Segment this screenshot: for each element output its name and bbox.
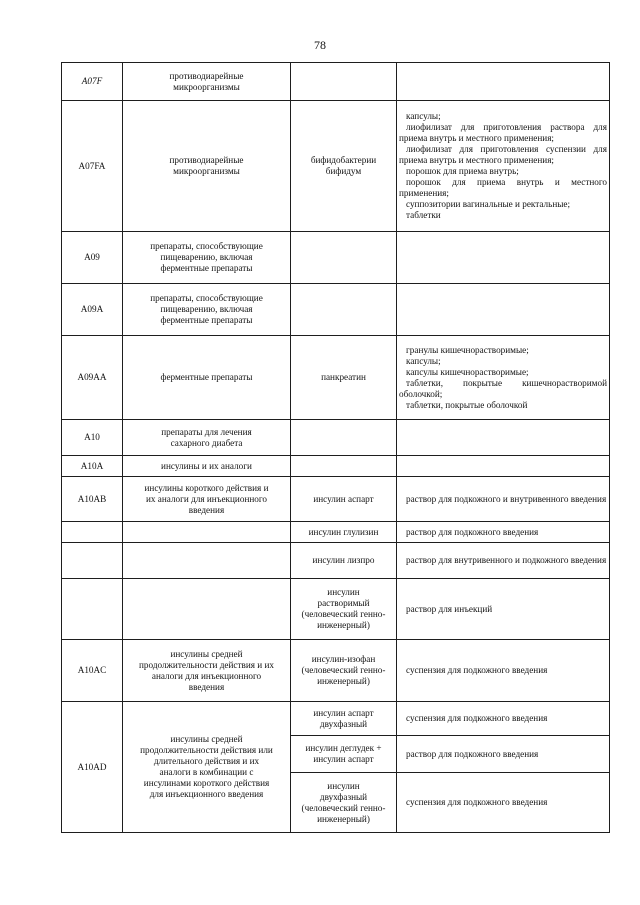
substance: [291, 420, 397, 456]
atc-code: [62, 579, 123, 640]
substance: инсулин двухфазный (человеческий генно- инженерный): [291, 773, 397, 833]
atc-group: [123, 579, 291, 640]
atc-code: A10: [62, 420, 123, 456]
table-row: [62, 477, 610, 522]
table-row: [62, 63, 610, 101]
atc-group: [123, 522, 291, 543]
atc-code: A07FA: [62, 101, 123, 232]
table-row: [62, 522, 610, 543]
dosage-forms: [397, 456, 610, 477]
table-row: [62, 232, 610, 284]
atc-group: противодиарейные микроорганизмы: [123, 63, 291, 101]
table-row: [62, 284, 610, 336]
atc-code: A10AC: [62, 640, 123, 702]
drug-table: [61, 62, 610, 833]
dosage-forms: раствор для подкожного и внутривенного введения: [397, 477, 610, 522]
table-row: [62, 543, 610, 579]
atc-group: [123, 543, 291, 579]
substance: [291, 456, 397, 477]
substance: инсулин глулизин: [291, 522, 397, 543]
table-row: [62, 456, 610, 477]
substance: инсулин лизпро: [291, 543, 397, 579]
dosage-forms: [397, 232, 610, 284]
dosage-forms: гранулы кишечнорастворимые; капсулы; капсулы кишечнорастворимые; таблетки, покрытые кишечнорастворимой оболочкой; таблетки, покрытые оболочкой: [397, 336, 610, 420]
atc-group: ферментные препараты: [123, 336, 291, 420]
atc-group: препараты, способствующие пищеварению, включая ферментные препараты: [123, 284, 291, 336]
atc-group: препараты для лечения сахарного диабета: [123, 420, 291, 456]
atc-group: инсулины средней продолжительности действия или длительного действия и их аналоги в комбинации с инсулинами короткого действия для инъекционного введения: [123, 702, 291, 833]
table-row: [62, 336, 610, 420]
substance: [291, 284, 397, 336]
dosage-forms: суспензия для подкожного введения: [397, 773, 610, 833]
atc-code: A07F: [62, 63, 123, 101]
table-row: [62, 579, 610, 640]
substance: инсулин деглудек + инсулин аспарт: [291, 736, 397, 773]
dosage-forms: суспензия для подкожного введения: [397, 640, 610, 702]
atc-code: A10A: [62, 456, 123, 477]
dosage-forms: раствор для внутривенного и подкожного введения: [397, 543, 610, 579]
dosage-forms: раствор для инъекций: [397, 579, 610, 640]
substance: панкреатин: [291, 336, 397, 420]
atc-code: A10AB: [62, 477, 123, 522]
dosage-forms: капсулы; лиофилизат для приготовления раствора для приема внутрь и местного применения; лиофилизат для приготовления суспензии для приема внутрь и местного применения; порошок для приема внутрь; порошок для приема внутрь и местного применения; суппозитории вагинальные и ректальные; таблетки: [397, 101, 610, 232]
substance: инсулин аспарт двухфазный: [291, 702, 397, 736]
atc-group: инсулины короткого действия и их аналоги для инъекционного введения: [123, 477, 291, 522]
table-row: [62, 420, 610, 456]
dosage-forms: суспензия для подкожного введения: [397, 702, 610, 736]
atc-code: [62, 543, 123, 579]
atc-group: инсулины средней продолжительности действия и их аналоги для инъекционного введения: [123, 640, 291, 702]
substance: [291, 232, 397, 284]
atc-group: инсулины и их аналоги: [123, 456, 291, 477]
table-row: [62, 702, 610, 736]
dosage-forms: [397, 63, 610, 101]
atc-code: A09A: [62, 284, 123, 336]
atc-code: [62, 522, 123, 543]
atc-code: A09AA: [62, 336, 123, 420]
substance: инсулин-изофан (человеческий генно- инженерный): [291, 640, 397, 702]
table-row: [62, 101, 610, 232]
substance: инсулин аспарт: [291, 477, 397, 522]
dosage-forms: раствор для подкожного введения: [397, 736, 610, 773]
atc-group: препараты, способствующие пищеварению, включая ферментные препараты: [123, 232, 291, 284]
dosage-forms: раствор для подкожного введения: [397, 522, 610, 543]
page-number: 78: [314, 38, 326, 52]
substance: [291, 63, 397, 101]
dosage-forms: [397, 284, 610, 336]
substance: бифидобактерии бифидум: [291, 101, 397, 232]
dosage-forms: [397, 420, 610, 456]
atc-code: A09: [62, 232, 123, 284]
substance: инсулин растворимый (человеческий генно- инженерный): [291, 579, 397, 640]
table-row: [62, 640, 610, 702]
atc-code: A10AD: [62, 702, 123, 833]
atc-group: противодиарейные микроорганизмы: [123, 101, 291, 232]
